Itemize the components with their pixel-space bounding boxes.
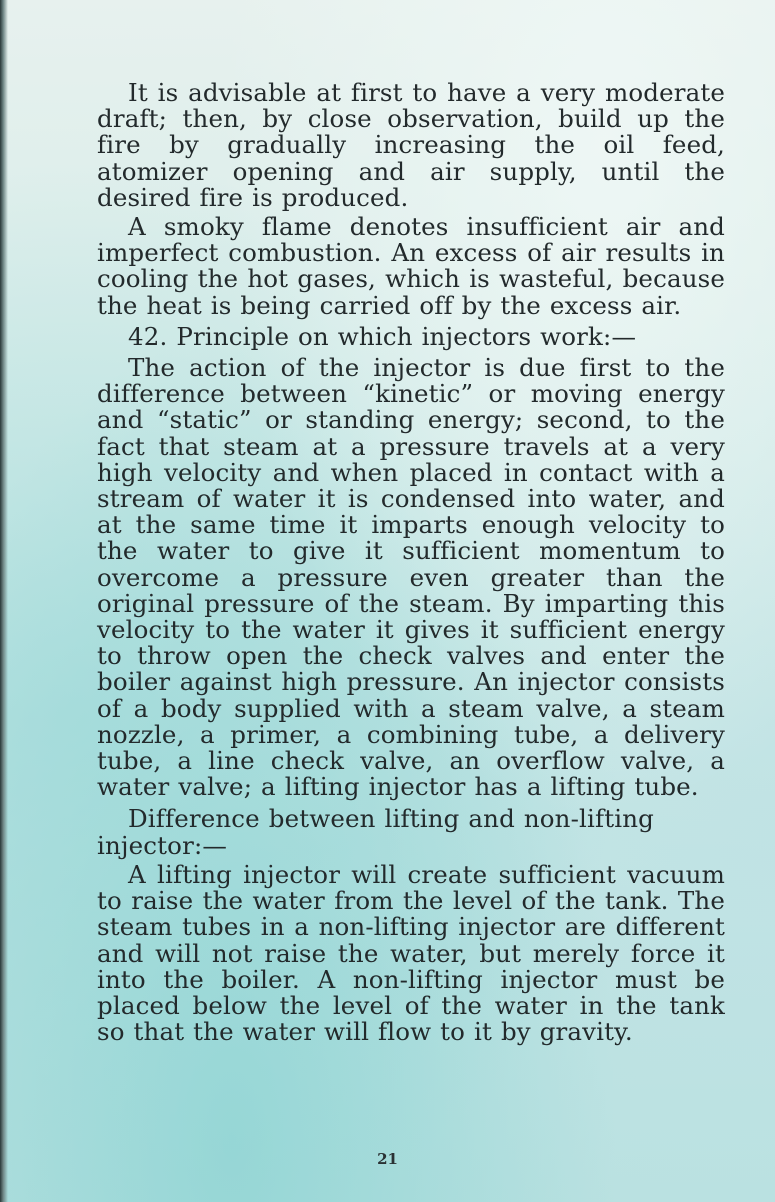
subheading-lifting-vs-nonlifting: Difference between lifting and non-lifting injector:— xyxy=(97,804,654,860)
paragraph-injector-action: The action of the injector is due first to the difference between “kinetic” or moving energy and “static” or standing energy; second, to the fact that steam at a pressure travels at a very high velocity and when placed in contact with a stream of water it is condensed into water, and at the same time it imparts enough velocity to the water to give it sufficient momentum to overcome a pressure even greater than the original pressure of the steam. By imparting this velocity to the water it gives it sufficient energy to throw open the check valves and enter the boiler against high pressure. An injector consists of a body supplied with a steam valve, a steam nozzle, a primer, a combining tube, a delivery tube, a line check valve, an overflow valve, a water valve; a lifting injector has a lifting tube. xyxy=(97,353,725,802)
paragraph-smoky-flame: A smoky flame denotes insufficient air and imperfect combustion. An excess of air results in cooling the hot gases, which is wasteful, because the heat is being carried off by the excess air. xyxy=(97,212,725,320)
page-edge xyxy=(0,0,8,1202)
paragraph-lifting-injector: A lifting injector will create sufficient vacuum to raise the water from the level of the tank. The steam tubes in a non-lifting injector are different and will not raise the water, but merely force it into the boiler. A non-lifting injector must be placed below the level of the water in the tank so that the water will flow to it by gravity. xyxy=(97,859,725,1047)
page-number: 21 xyxy=(377,1150,398,1168)
section-heading-injectors: 42. Principle on which injectors work:— xyxy=(128,321,637,351)
body-text xyxy=(97,80,725,1048)
paragraph-draft-advice: It is advisable at first to have a very moderate draft; then, by close observation, build up the fire by gradually increasing the oil feed, atomizer opening and air supply, until the desired fire is produced. xyxy=(97,78,725,212)
